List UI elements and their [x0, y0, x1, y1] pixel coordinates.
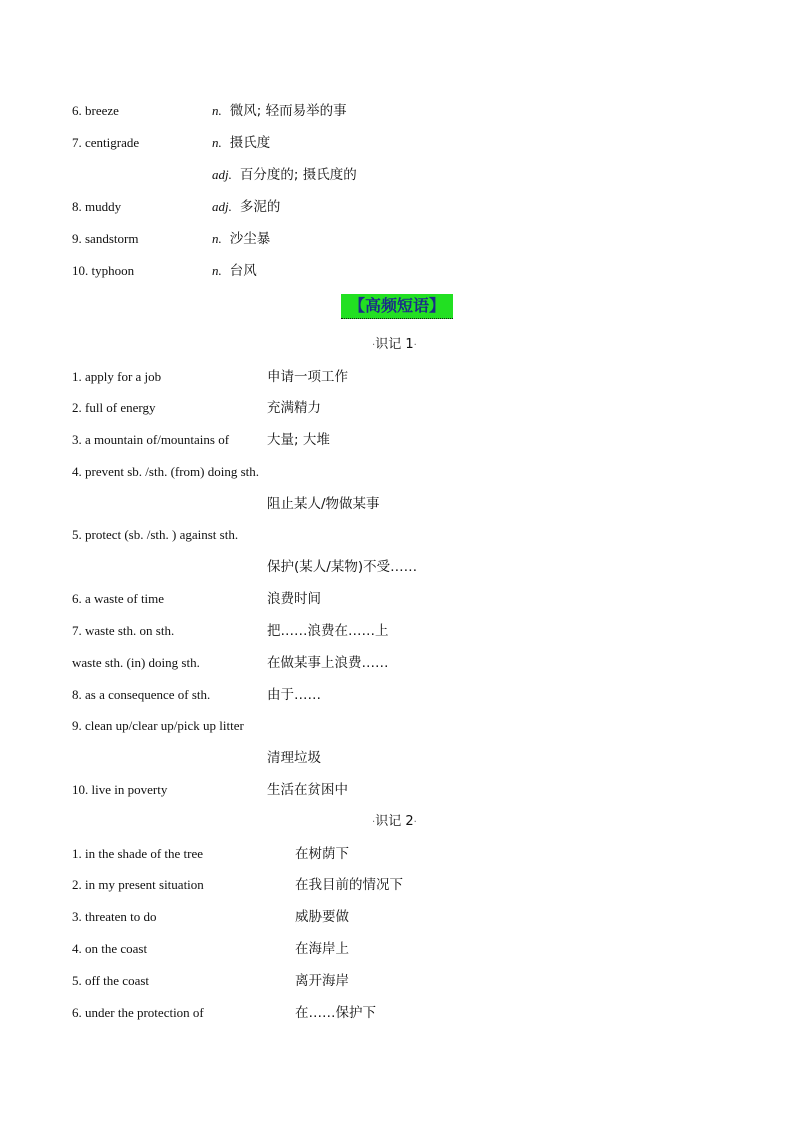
- vocab-meaning: 沙尘暴: [229, 231, 271, 247]
- part-of-speech: adj.: [212, 167, 232, 182]
- phrase-zh: 生活在贫困中: [267, 782, 348, 798]
- phrase-en: 1. in the shade of the tree: [72, 846, 204, 861]
- part-of-speech: n.: [212, 231, 222, 246]
- vocab-meaning: 多泥的: [239, 199, 281, 215]
- phrase-en: 3. a mountain of/mountains of: [72, 432, 230, 447]
- part-of-speech: n.: [212, 135, 222, 150]
- phrase-en: 5. off the coast: [72, 973, 150, 988]
- vocab-word: 10. typhoon: [72, 263, 135, 278]
- vocab-definition: [212, 198, 280, 216]
- phrase-en: 6. a waste of time: [72, 591, 165, 606]
- phrase-zh: 把……浪费在……上: [267, 623, 389, 639]
- group-title-text: 识记 2: [375, 814, 414, 829]
- vocab-meaning: 摄氏度: [229, 135, 271, 151]
- vocab-definition: [212, 102, 347, 120]
- phrase-zh: 申请一项工作: [267, 369, 348, 385]
- phrase-zh: 威胁要做: [295, 909, 349, 925]
- phrase-zh: 清理垃圾: [267, 750, 321, 766]
- phrase-zh: 离开海岸: [295, 973, 349, 989]
- group-title: ·识记 2·: [372, 814, 417, 829]
- phrase-zh: 大量; 大堆: [267, 432, 330, 448]
- part-of-speech: adj.: [212, 199, 232, 214]
- phrase-en: waste sth. (in) doing sth.: [72, 655, 200, 670]
- vocab-definition: [212, 262, 257, 280]
- part-of-speech: n.: [212, 103, 222, 118]
- phrase-en: 1. apply for a job: [72, 369, 162, 384]
- vocab-meaning: 微风; 轻而易举的事: [229, 103, 347, 119]
- part-of-speech: n.: [212, 263, 222, 278]
- phrase-en: 3. threaten to do: [72, 909, 157, 924]
- group-title-text: 识记 1: [375, 337, 414, 352]
- phrase-en: 9. clean up/clear up/pick up litter: [72, 718, 244, 733]
- phrase-zh: 在……保护下: [295, 1005, 376, 1021]
- phrase-en: 7. waste sth. on sth.: [72, 623, 175, 638]
- vocab-definition: [212, 230, 270, 248]
- vocab-meaning: 台风: [229, 263, 257, 279]
- phrase-en: 8. as a consequence of sth.: [72, 687, 211, 702]
- phrase-en: 5. protect (sb. /sth. ) against sth.: [72, 527, 239, 542]
- vocab-word: 8. muddy: [72, 199, 122, 214]
- phrase-en: 10. live in poverty: [72, 782, 168, 797]
- phrase-zh: 在做某事上浪费……: [267, 655, 389, 671]
- phrase-zh: 在海岸上: [295, 941, 349, 957]
- phrase-zh: 在树荫下: [295, 846, 349, 862]
- vocab-meaning: 百分度的; 摄氏度的: [239, 167, 357, 183]
- vocab-word: 6. breeze: [72, 103, 119, 118]
- phrase-zh: 由于……: [267, 687, 321, 703]
- phrase-zh: 浪费时间: [267, 591, 321, 607]
- vocab-word: 9. sandstorm: [72, 231, 139, 246]
- group-title: ·识记 1·: [372, 337, 417, 352]
- phrase-zh: 阻止某人/物做某事: [267, 496, 380, 512]
- phrase-en: 4. on the coast: [72, 941, 148, 956]
- phrase-en: 6. under the protection of: [72, 1005, 204, 1020]
- phrase-zh: 在我目前的情况下: [295, 877, 403, 893]
- phrase-zh: 保护(某人/某物)不受……: [267, 559, 418, 575]
- vocab-definition: [212, 134, 270, 152]
- phrase-en: 4. prevent sb. /sth. (from) doing sth.: [72, 464, 260, 479]
- section-heading: 【高频短语】: [341, 294, 453, 319]
- vocab-definition: [212, 166, 357, 184]
- phrase-en: 2. in my present situation: [72, 877, 204, 892]
- phrase-en: 2. full of energy: [72, 400, 156, 415]
- phrase-zh: 充满精力: [267, 400, 321, 416]
- vocab-word: 7. centigrade: [72, 135, 140, 150]
